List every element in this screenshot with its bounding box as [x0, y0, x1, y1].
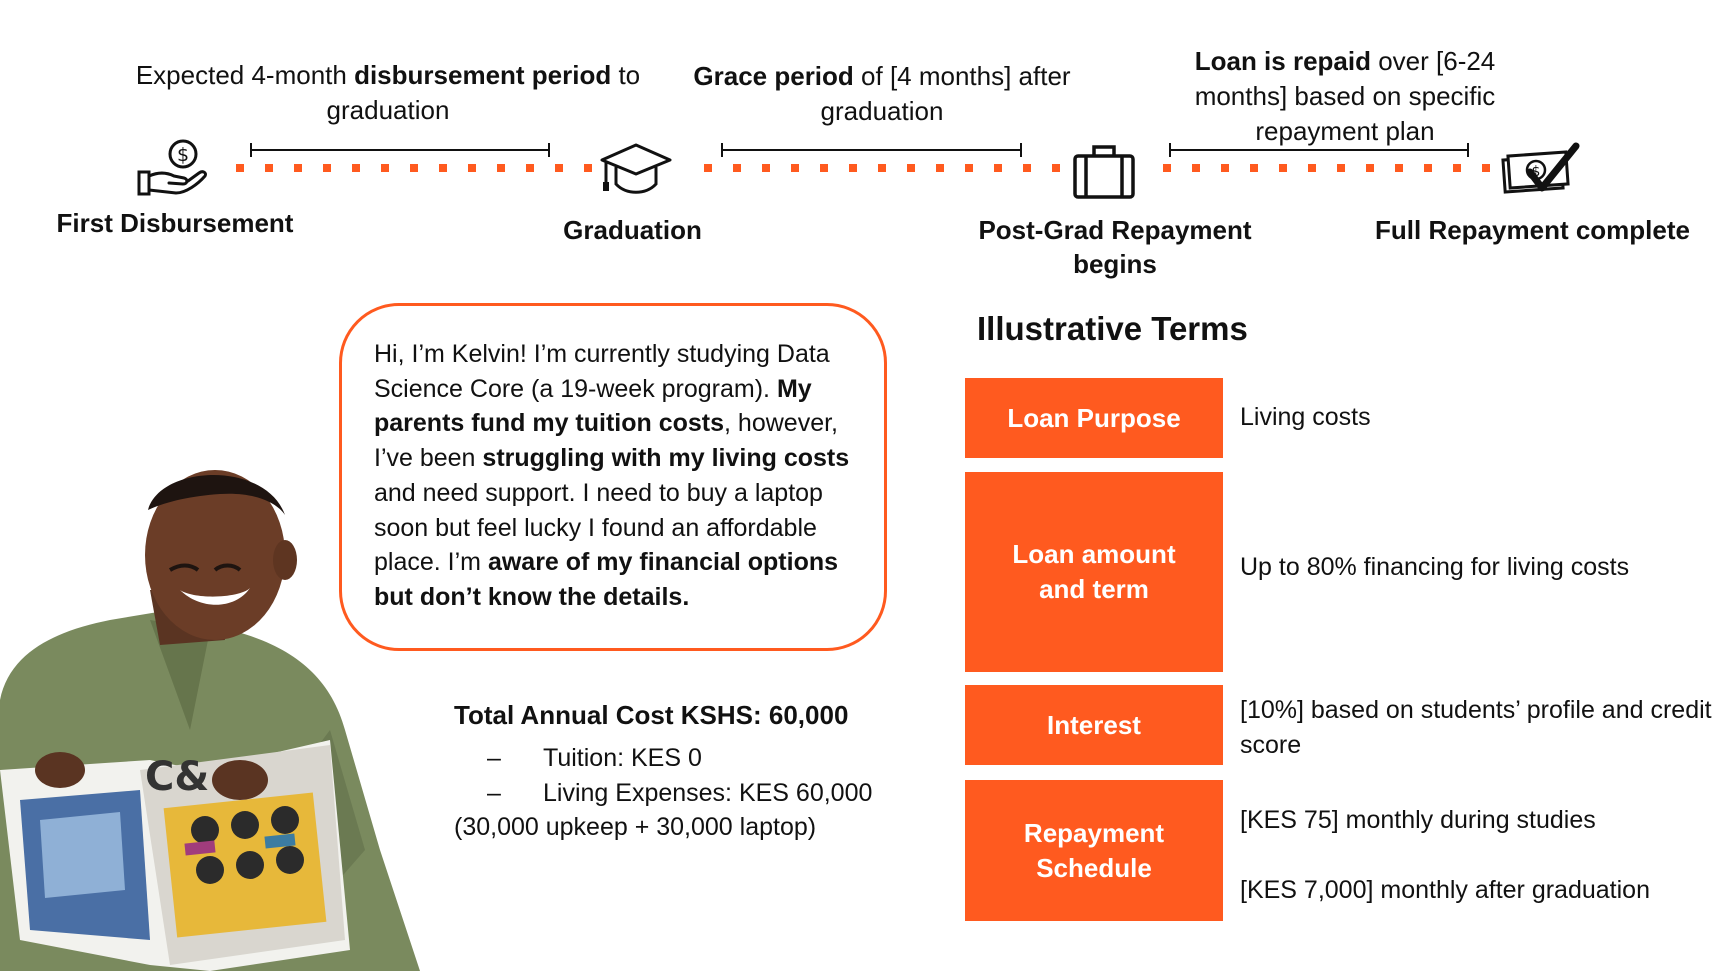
cost-living: Living Expenses: KES 60,000 [543, 779, 873, 807]
bracket-repayment [1169, 143, 1469, 157]
dotted-line-2 [704, 164, 1069, 172]
milestone-first-disbursement: First Disbursement [56, 208, 294, 238]
term-value-loan-purpose: Living costs [1240, 403, 1371, 431]
total-annual-cost: Total Annual Cost KSHS: 60,000 [454, 700, 849, 730]
term-value-interest: [10%] based on students’ profile and credit score [1240, 696, 1712, 759]
svg-text:$: $ [1531, 164, 1541, 180]
phase-desc-repayment: Loan is repaid over [6-24 months] based on specific repayment plan [1194, 46, 1496, 146]
milestone-post-grad-repayment: Post-Grad Repayment begins [978, 215, 1252, 279]
cost-dash-2: – [487, 779, 501, 807]
term-value-repayment-studies: [KES 75] monthly during studies [1240, 806, 1596, 834]
term-label-loan-purpose: Loan Purpose [965, 378, 1223, 458]
term-label-repayment-schedule: Repayment Schedule [965, 780, 1223, 921]
cost-tuition: Tuition: KES 0 [543, 744, 702, 772]
speech-bubble-text: Hi, I’m Kelvin! I’m currently studying Data Science Core (a 19-week program). My parents fund my tuition costs, however, I’ve been struggling with my living costs and need support. I need to buy a laptop soon but feel lucky I found an affordable place. I’m aware of my financial options but don’t know the details. [374, 340, 850, 611]
milestone-graduation: Graduation [563, 215, 702, 245]
phase-desc-disbursement: Expected 4-month disbursement period to graduation [135, 60, 641, 125]
hand-coin-icon [136, 138, 210, 198]
term-value-loan-amount: Up to 80% financing for living costs [1240, 553, 1630, 581]
phase-desc-grace: Grace period of [4 months] after graduation [693, 61, 1071, 126]
bracket-grace [721, 143, 1022, 157]
milestone-full-repayment: Full Repayment complete [1375, 215, 1690, 245]
cost-dash-1: – [487, 744, 501, 772]
graduation-cap-icon [598, 140, 674, 198]
terms-title: Illustrative Terms [977, 310, 1248, 347]
svg-text:C&: C& [145, 754, 210, 800]
term-value-repayment-after: [KES 7,000] monthly after graduation [1240, 876, 1650, 904]
bracket-disbursement [250, 143, 550, 157]
student-photo [0, 470, 470, 971]
term-label-loan-amount: Loan amount and term [965, 472, 1223, 672]
term-label-interest: Interest [965, 685, 1223, 765]
cost-note: (30,000 upkeep + 30,000 laptop) [454, 813, 817, 841]
briefcase-icon [1072, 142, 1136, 200]
money-check-icon [1500, 142, 1580, 196]
dotted-line-3 [1163, 164, 1490, 172]
svg-text:$: $ [176, 144, 190, 166]
dotted-line-1 [236, 164, 596, 172]
